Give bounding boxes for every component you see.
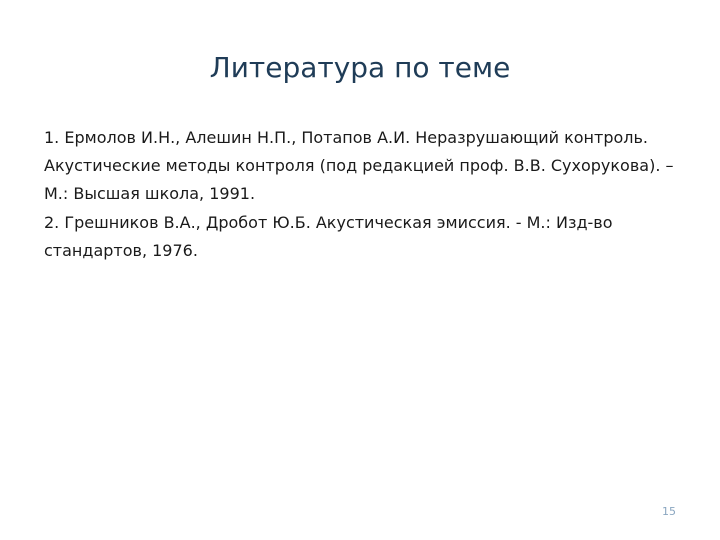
reference-item-2: 2. Грешников В.А., Дробот Ю.Б. Акустическая эмиссия. - М.: Изд-во стандартов, 1976. [44,213,613,260]
page-number: 15 [662,505,676,518]
slide-title: Литература по теме [209,51,511,84]
reference-list [44,124,684,265]
reference-item-1: 1. Ермолов И.Н., Алешин Н.П., Потапов А.И. Неразрушающий контроль. Акустические методы контроля (под редакцией проф. В.В. Сухорукова). – М.: Высшая школа, 1991. [44,128,674,203]
